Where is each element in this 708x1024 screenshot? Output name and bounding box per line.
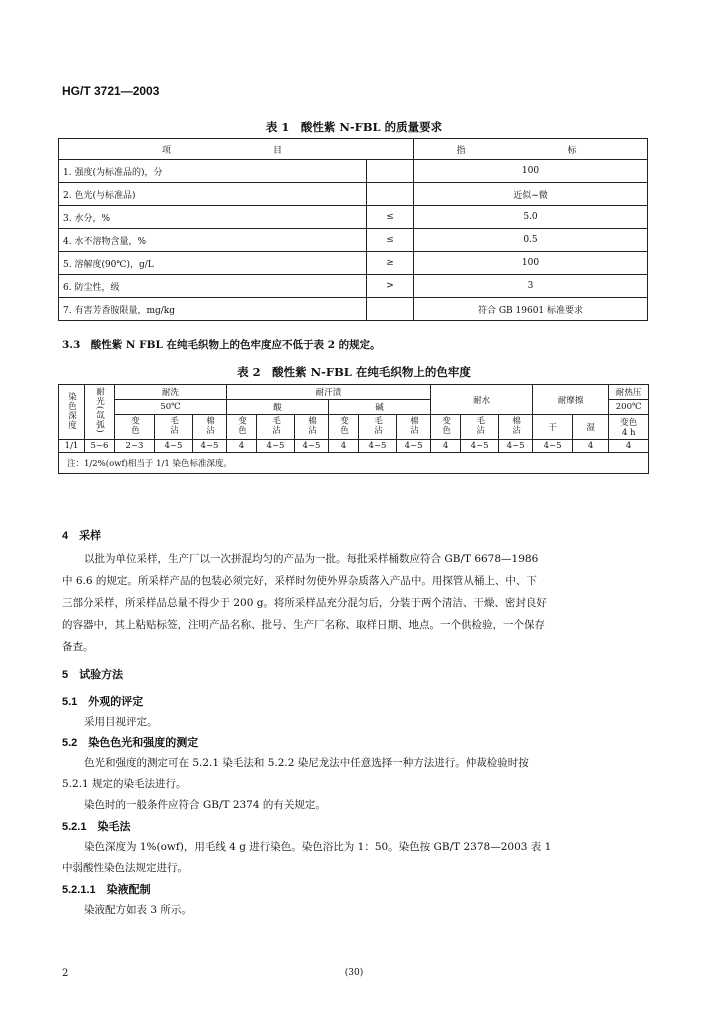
table1-item: 7. 有害芳香胺限量，mg/kg	[59, 298, 367, 321]
table2-header-row-1	[59, 385, 649, 400]
table2-cell: 5~6	[85, 440, 115, 453]
table1-value: 符合 GB 19601 标准要求	[414, 298, 648, 321]
table1-sym	[367, 183, 414, 206]
table1-item: 4. 水不溶物含量，%	[59, 229, 367, 252]
table-row	[59, 275, 648, 298]
table2-sub-cotton: 棉沾	[295, 415, 329, 440]
table2-cell: 4~5	[533, 440, 573, 453]
table2-sub-cotton: 棉沾	[193, 415, 227, 440]
table1-sym: ≤	[367, 229, 414, 252]
table2-cell: 4~5	[155, 440, 193, 453]
table2-cell: 4~5	[397, 440, 431, 453]
table-row	[59, 160, 648, 183]
table2-wash-temp: 50℃	[115, 400, 227, 415]
table1-caption: 表 1 酸性紫 N-FBL 的质量要求	[265, 120, 443, 134]
table1-sym: ≤	[367, 206, 414, 229]
table2-heat-temp: 200℃	[609, 400, 649, 415]
table2-rub-header: 耐摩擦	[533, 385, 609, 415]
table2-cell: 4	[431, 440, 461, 453]
table-row	[59, 229, 648, 252]
table1-item: 2. 色光(与标准品)	[59, 183, 367, 206]
table1-sym	[367, 160, 414, 183]
section-5-2-1-title: 5.2.1 染毛法	[62, 821, 131, 833]
table1-value: 5.0	[414, 206, 648, 229]
table1-sym: ≥	[367, 252, 414, 275]
table2-caption: 表 2 酸性紫 N-FBL 在纯毛织物上的色牢度	[237, 365, 471, 379]
section-5-2-1-line-2: 中弱酸性染色法规定进行。	[62, 862, 188, 874]
standard-code: HG/T 3721—2003	[62, 84, 160, 98]
table1-sym: >	[367, 275, 414, 298]
table2-depth-header: 染色深度	[59, 385, 85, 440]
table1-value: 100	[414, 160, 648, 183]
quality-requirements-table	[58, 138, 648, 321]
table1-value: 3	[414, 275, 648, 298]
table1-item: 1. 强度(为标准品的)，分	[59, 160, 367, 183]
table2-cell: 4	[573, 440, 609, 453]
section-4-title: 4 采样	[62, 530, 102, 542]
table2-light-header: 耐光(氙弧)	[85, 385, 115, 440]
table2-wash-header: 耐洗	[115, 385, 227, 400]
table2-note-row	[59, 453, 649, 474]
table2-sub-dry: 干	[533, 415, 573, 440]
table1-col-value: 指 标	[414, 139, 648, 160]
table2-sub-wool: 毛沾	[257, 415, 295, 440]
section-4-paragraph: 以批为单位采样，生产厂以一次拼混均匀的产品为一批。每批采样桶数应符合 GB/T 6678—1986 中 6.6 的规定。所采样产品的包装必须完好，采样时勿使外界杂质落入产品中。用探管从桶上、中、下 三部分采样，所采样品总量不得少于 200 g。将所采样品充分混匀后，分装于两个清洁、干燥、密封良好 的容器中，其上粘贴标签，注明产品名称、批号、生产厂名称、取样日期、地点。一个供检验，一个保存 备查。	[62, 553, 547, 653]
table2-sub-wool: 毛沾	[155, 415, 193, 440]
table2-cell: 1/1	[59, 440, 85, 453]
table2-cell: 4~5	[193, 440, 227, 453]
table-row	[59, 183, 648, 206]
table2-cell: 4~5	[359, 440, 397, 453]
table2-sub-change: 变色	[115, 415, 155, 440]
table2-cell: 4~5	[295, 440, 329, 453]
table2-sub-cotton: 棉沾	[397, 415, 431, 440]
table2-sub-cotton: 棉沾	[499, 415, 533, 440]
table2-sub-wool: 毛沾	[359, 415, 397, 440]
section-5-2-line-1: 色光和强度的测定可在 5.2.1 染毛法和 5.2.2 染尼龙法中任意选择一种方法进行。仲裁检验时按	[84, 757, 529, 769]
table2-sub-change: 变色	[329, 415, 359, 440]
table1-item: 3. 水分，%	[59, 206, 367, 229]
table2-sub-wet: 湿	[573, 415, 609, 440]
table2-sub-change-4h: 变色 4 h	[609, 415, 649, 440]
table2-cell: 4	[609, 440, 649, 453]
table1-value: 近似~微	[414, 183, 648, 206]
table2-water-header: 耐水	[431, 385, 533, 415]
section-5-1-text: 采用目视评定。	[84, 716, 158, 728]
table2-sub-change: 变色	[431, 415, 461, 440]
color-fastness-table	[58, 384, 649, 474]
table1-item: 6. 防尘性，级	[59, 275, 367, 298]
table-row	[59, 298, 648, 321]
section-5-title: 5 试验方法	[62, 669, 124, 681]
table-row	[59, 440, 649, 453]
table1-value: 0.5	[414, 229, 648, 252]
section-3-3: 3.3 酸性紫 N FBL 在纯毛织物上的色牢度应不低于表 2 的规定。	[62, 339, 381, 351]
table2-acid-header: 酸	[227, 400, 329, 415]
table2-sub-change: 变色	[227, 415, 257, 440]
table2-cell: 4	[227, 440, 257, 453]
table2-cell: 4~5	[257, 440, 295, 453]
section-5-2-1-line-1: 染色深度为 1%(owf)，用毛线 4 g 进行染色。染色浴比为 1：50。染色按 GB/T 2378—2003 表 1	[84, 841, 552, 853]
table2-heat-header: 耐热压	[609, 385, 649, 400]
section-5-2-1-1-text: 染液配方如表 3 所示。	[84, 904, 192, 916]
table2-sub-wool: 毛沾	[461, 415, 499, 440]
section-5-2-title: 5.2 染色色光和强度的测定	[62, 737, 199, 749]
page-number: 2	[62, 968, 69, 979]
table2-cell: 2~3	[115, 440, 155, 453]
table-row	[59, 206, 648, 229]
page-center-number: (30)	[344, 968, 364, 978]
table-row	[59, 252, 648, 275]
table2-note: 注：1/2%(owf)相当于 1/1 染色标准深度。	[59, 453, 649, 474]
table1-item: 5. 溶解度(90℃)，g/L	[59, 252, 367, 275]
table2-cell: 4~5	[499, 440, 533, 453]
table2-header-row-3	[59, 415, 649, 440]
section-5-2-line-3: 染色时的一般条件应符合 GB/T 2374 的有关规定。	[84, 799, 326, 811]
table1-col-item: 项 目	[59, 139, 414, 160]
table2-cell: 4~5	[461, 440, 499, 453]
section-5-2-1-1-title: 5.2.1.1 染液配制	[62, 884, 151, 896]
section-5-2-line-2: 5.2.1 规定的染毛法进行。	[62, 778, 187, 790]
table2-cell: 4	[329, 440, 359, 453]
table2-alkali-header: 碱	[329, 400, 431, 415]
table1-header-row	[59, 139, 648, 160]
table1-sym	[367, 298, 414, 321]
table2-sweat-header: 耐汗渍	[227, 385, 431, 400]
section-5-1-title: 5.1 外观的评定	[62, 696, 144, 708]
table1-value: 100	[414, 252, 648, 275]
